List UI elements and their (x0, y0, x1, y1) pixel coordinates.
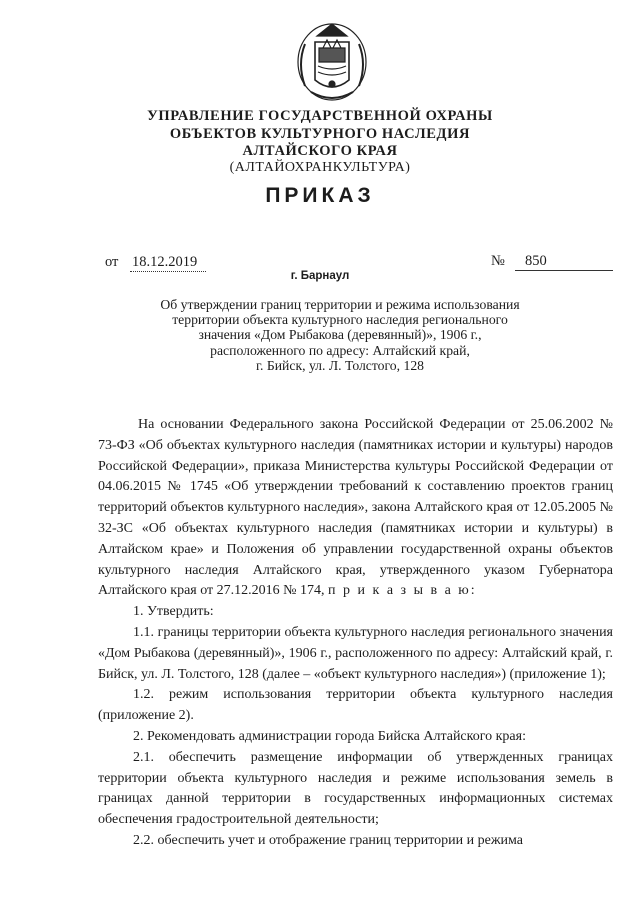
clause-1-2: 1.2. режим использования территории объекта культурного наследия (приложение 2). (98, 687, 613, 724)
subject-line: значения «Дом Рыбакова (деревянный)», 1906 г., (198, 327, 482, 343)
org-name-line-1: УПРАВЛЕНИЕ ГОСУДАРСТВЕННОЙ ОХРАНЫ (147, 108, 493, 124)
subject-line: территории объекта культурного наследия регионального (172, 312, 508, 328)
city-label: г. Барнаул (290, 270, 350, 282)
date-prefix: от (105, 254, 119, 270)
preamble-text: На основании Федерального закона Российской Федерации от 25.06.2002 № 73-ФЗ «Об объектах культурного наследия (памятниках истории и культуры) народов Российской Федерации», приказа Министерства культуры Российской Федерации от 04.06.2015 № 1745 «Об утверждении требований к составлению проектов границ территорий объектов культурного наследия», закона Алтайского края от 12.05.2005 № 32-ЗС «Об объектах культурного наследия (памятниках истории и культуры) в Алтайском крае» и Положения об управлении государственной охраны объектов культурного наследия Алтайского края, утвержденного указом Губернатора Алтайского края от 27.12.2016 № 174, (98, 417, 613, 599)
number-prefix: № (491, 253, 505, 269)
document-subject (140, 297, 540, 373)
clause-1-1: 1.1. границы территории объекта культурного наследия регионального значения «Дом Рыбакова (деревянный)», 1906 г., расположенного по адресу: Алтайский край, г. Бийск, ул. Л. Толстого, 128 (далее – «объект культурного наследия») (приложение 1); (98, 624, 613, 682)
clause-1: 1. Утвердить: (133, 604, 214, 620)
document-body (98, 415, 613, 852)
document-type-title: ПРИКАЗ (265, 184, 375, 207)
subject-line: Об утверждении границ территории и режима использования (160, 297, 520, 312)
clause-2: 2. Рекомендовать администрации города Бийска Алтайского края: (133, 728, 526, 744)
org-short-name: (АЛТАЙОХРАНКУЛЬТУРА) (229, 160, 411, 175)
document-number: 850 (515, 253, 613, 271)
coat-of-arms-emblem (291, 14, 373, 106)
org-name-line-2: ОБЪЕКТОВ КУЛЬТУРНОГО НАСЛЕДИЯ (169, 126, 471, 142)
subject-line: г. Бийск, ул. Л. Толстого, 128 (255, 357, 425, 373)
document-date: 18.12.2019 (130, 254, 206, 272)
clause-2-1: 2.1. обеспечить размещение информации об утвержденных границах территории объекта культурного наследия и режиме использования земель в границах данной территории в государственных информационных системах обеспечения градостроительной деятельности; (98, 749, 613, 828)
org-name-line-3: АЛТАЙСКОГО КРАЯ (242, 143, 398, 159)
subject-line: расположенного по адресу: Алтайский край, (210, 342, 470, 358)
order-word: п р и к а з ы в а ю: (328, 583, 477, 599)
preamble-paragraph (98, 415, 613, 602)
clause-2-2: 2.2. обеспечить учет и отображение границ территории и режима (133, 832, 523, 848)
